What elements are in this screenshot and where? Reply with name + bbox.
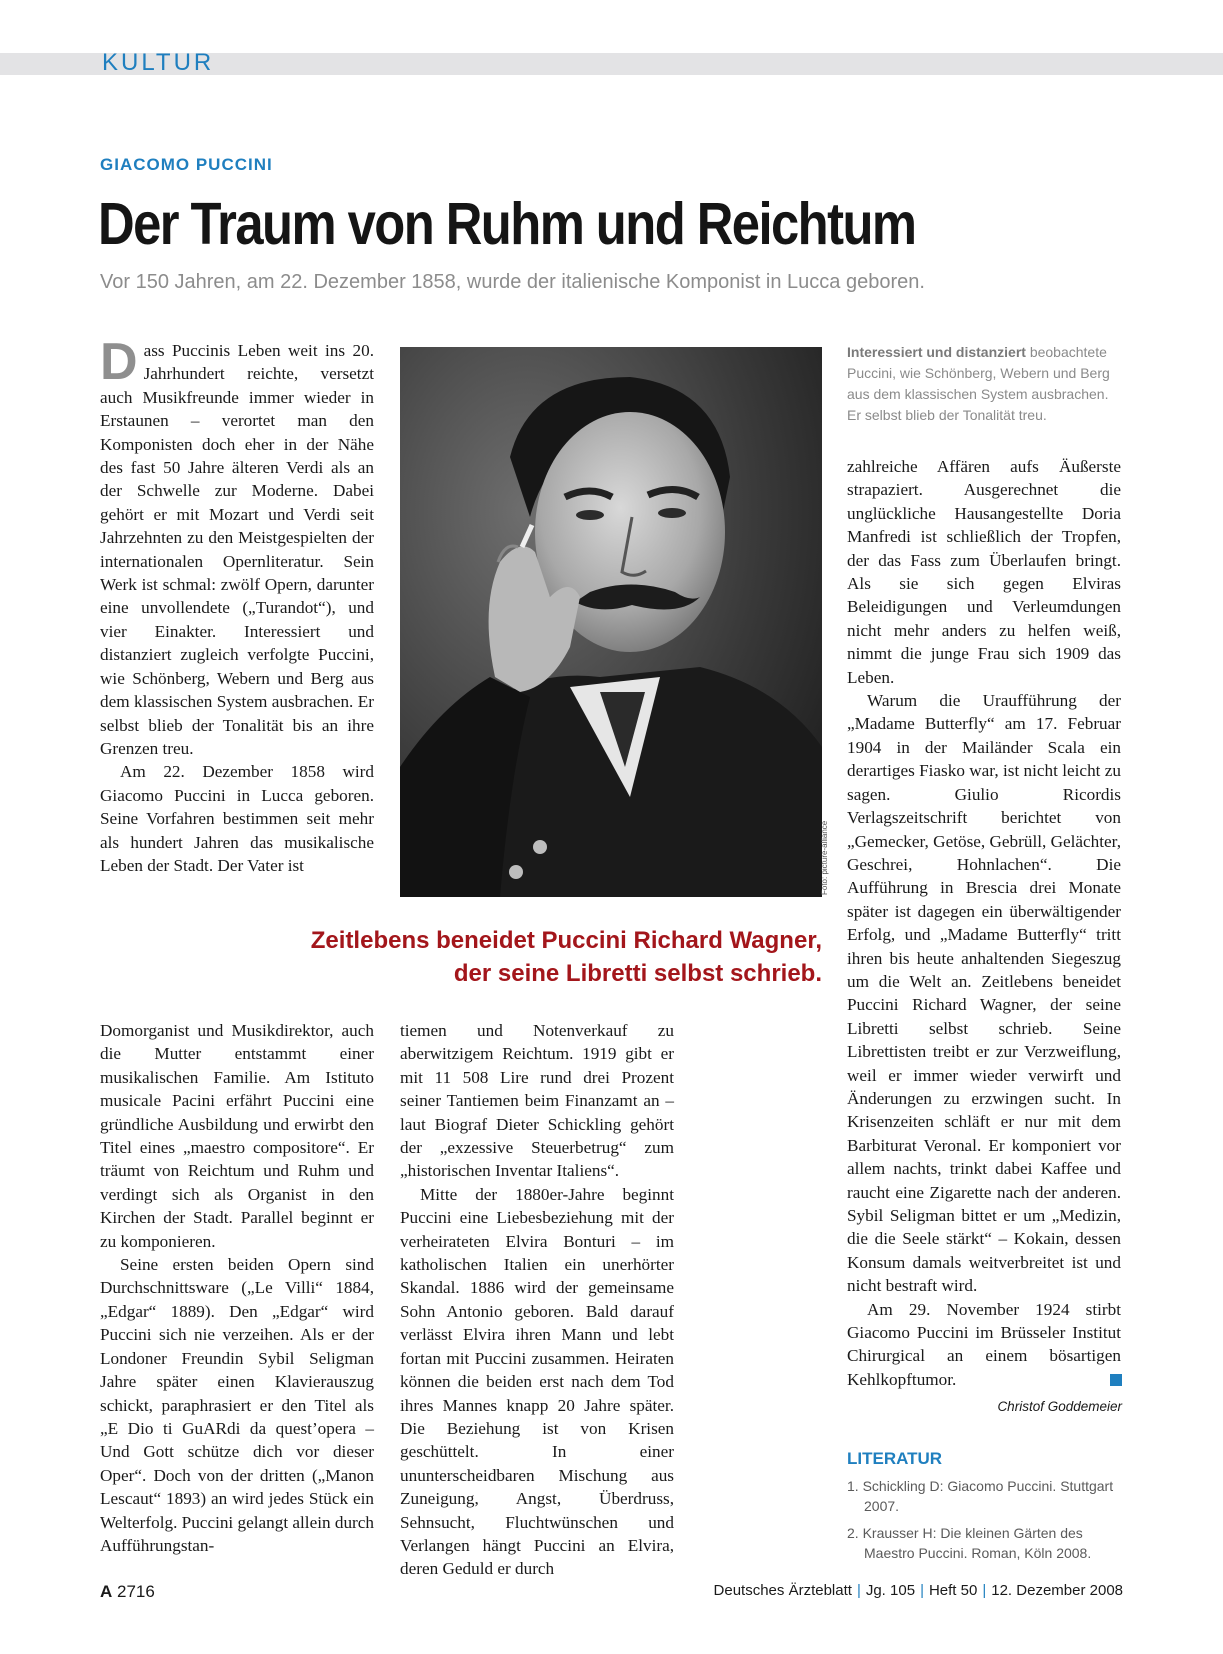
caption-text: beobachtete Puccini, wie Schönberg, Webern und Berg aus dem klassischen System ausbrachen. Er selbst blieb der Tonalität treu. (847, 344, 1110, 423)
literature-item: 2. Krausser H: Die kleinen Gärten des Maestro Puccini. Roman, Köln 2008. (847, 1525, 1092, 1561)
body-paragraph: Domorganist und Musikdirektor, auch die Mutter entstammt einer musikalischen Familie. Am Istituto musicale Pacini erfährt Puccini eine gründliche Ausbildung und erwirbt den Titel eines „maestro compositore“. Er träumt von Reichtum und Ruhm und verdingt sich als Organist in den Kirchen der Stadt. Parallel beginnt er zu komponieren. (100, 1021, 374, 1251)
literature-title: LITERATUR (847, 1449, 943, 1468)
author-name: Christof Goddemeier (997, 1399, 1122, 1414)
page-number (100, 1582, 155, 1602)
body-column-2-bottom (400, 1019, 674, 1581)
journal-issue: Heft 50 (928, 1582, 978, 1599)
journal-name: Deutsches Ärzteblatt (713, 1582, 852, 1599)
photo-credit: Foto: picture-alliance (820, 820, 829, 895)
body-paragraph (100, 333, 374, 760)
body-paragraph: Mitte der 1880er-Jahre beginnt Puccini eine Liebesbeziehung mit der verheirateten Elvira Bonturi – im katholischen Italien ein unerhörter Skandal. 1886 wird der gemeinsame Sohn Antonio geboren. Bald darauf verlässt Elvira ihren Mann und lebt fortan mit Puccini zusammen. Heiraten können die beiden erst nach dem Tod ihres Mannes knapp 20 Jahre später. Die Beziehung ist von Krisen geschüttelt. In einer ununterscheidbaren Mischung aus Zuneigung, Angst, Überdruss, Sehnsucht, Fluchtwünschen und Verlangen hängt Puccini an Elvira, deren Geduld er durch (400, 1184, 674, 1579)
body-paragraph: Seine ersten beiden Opern sind Durchschnittsware („Le Villi“ 1884, „Edgar“ 1889). Den „Edgar“ wird Puccini sich nie verzeihen. Als er der Londoner Freundin Sybil Seligman Jahre später einen Klavierauszug schickt, paraphrasiert er den Titel als „E Dio ti GuARdi da quest’opera – Und Gott schütze dich vor dieser Oper“. Doch von der dritten („Manon Lescaut“ 1893) an wird jedes Stück ein Welterfolg. Puccini gelangt allein durch Aufführungstan- (100, 1255, 375, 1555)
drop-cap: D (100, 333, 138, 391)
body-column-1-bottom (100, 1019, 374, 1557)
literature-list (847, 1476, 1127, 1570)
photo-caption (847, 342, 1122, 426)
body-paragraph: zahlreiche Affären aufs Äußerste strapaziert. Ausgerechnet die unglückliche Hausangestellte Doria Manfredi ist schließlich der Tropfen, der das Fass zum Überlaufen bringt. Als sie sich gegen Elviras Beleidigungen und Verleumdungen nicht mehr anders zu helfen weiß, nimmt die junge Frau sich 1909 das Leben. (847, 457, 1121, 687)
page-number-value: 2716 (117, 1582, 155, 1601)
separator: | (982, 1582, 987, 1599)
separator: | (920, 1582, 924, 1599)
journal-info (714, 1582, 1123, 1599)
pull-quote-line: der seine Libretti selbst schrieb. (453, 960, 822, 987)
journal-date: 12. Dezember 2008 (991, 1582, 1123, 1599)
body-paragraph: Warum die Uraufführung der „Madame Butterfly“ am 17. Februar 1904 in der Mailänder Scala ein derartiges Fiasko war, ist nicht leicht zu sagen. Giulio Ricordis Verlagszeitschrift berichtet von „Gemecker, Getöse, Gebrüll, Gelächter, Geschrei, Hohnlachen“. Die Aufführung in Brescia drei Monate später ist dagegen ein überwältigender Erfolg, und „Madame Butterfly“ tritt ihren bis heute anhaltenden Siegeszug um die Welt an. Zeitlebens beneidet Puccini Richard Wagner, der seine Libretti selbst schrieb. Seine Librettisten treibt er zur Verzweiflung, weil er immer wieder verwirft und Änderungen zu erzwingen sucht. In Krisenzeiten schläft er nur mit dem Barbiturat Veronal. Er komponiert vor allem nachts, trinkt dabei Kaffee und raucht eine Zigarette nach der anderen. Sybil Seligman bittet er um „Medizin, die die Seele stärkt“ – Kokain, dessen Konsum damals weitverbreitet ist und nicht bestraft wird. (847, 691, 1121, 1296)
body-column-3 (847, 455, 1121, 1391)
section-label: KULTUR (102, 49, 215, 76)
pull-quote (290, 924, 822, 990)
article-kicker: GIACOMO PUCCINI (100, 155, 273, 174)
separator: | (856, 1582, 861, 1599)
body-paragraph: tiemen und Notenverkauf zu aberwitzigem Reichtum. 1919 gibt er mit 11 508 Lire rund drei Prozent seiner Tantiemen beim Finanzamt an – laut Biograf Dieter Schickling gehört der „exzessive Steuerbetrug“ zum „historischen Inventar Italiens“. (400, 1021, 674, 1181)
journal-volume: Jg. 105 (865, 1582, 916, 1599)
literature-item: 1. Schickling D: Giacomo Puccini. Stuttgart 2007. (847, 1478, 1114, 1514)
caption-lead: Interessiert und distanziert (847, 344, 1026, 360)
portrait-image (400, 347, 822, 897)
page-prefix: A (100, 1582, 113, 1601)
end-mark (1110, 1374, 1122, 1386)
article-subhead: Vor 150 Jahren, am 22. Dezember 1858, wurde der italienische Komponist in Lucca geboren. (100, 271, 925, 293)
pull-quote-line: Zeitlebens beneidet Puccini Richard Wagner, (310, 927, 822, 954)
body-paragraph: Am 22. Dezember 1858 wird Giacomo Puccini in Lucca geboren. Seine Vorfahren bestimmen seit mehr als hundert Jahren das musikalische Leben der Stadt. Der Vater ist (100, 762, 374, 875)
body-paragraph: Am 29. November 1924 stirbt Giacomo Puccini im Brüsseler Institut Chirurgical an einem bösartigen Kehlkopftumor. (847, 1299, 1121, 1389)
body-column-1-top (100, 333, 374, 877)
portrait-photo (400, 347, 822, 897)
body-paragraph-text: ass Puccinis Leben weit ins 20. Jahrhundert reichte, versetzt auch Musikfreunde immer wieder in Erstaunen – verortet man den Komponisten doch eher in der Nähe des fast 50 Jahre älteren Verdi als an der Schwelle zur Moderne. Dabei gehört er mit Mozart und Verdi seit Jahrzehnten zu den Meistgespielten der internationalen Opernliteratur. Sein Werk ist schmal: zwölf Opern, darunter eine unvollendete („Turandot“), und vier Einakter. Interessiert und distanziert zugleich verfolgte Puccini, wie Schönberg, Webern und Berg aus dem klassischen System ausbrachen. Er selbst blieb der Tonalität bis an ihre Grenzen treu. (100, 341, 374, 758)
article-headline: Der Traum von Ruhm und Reichtum (98, 191, 916, 257)
